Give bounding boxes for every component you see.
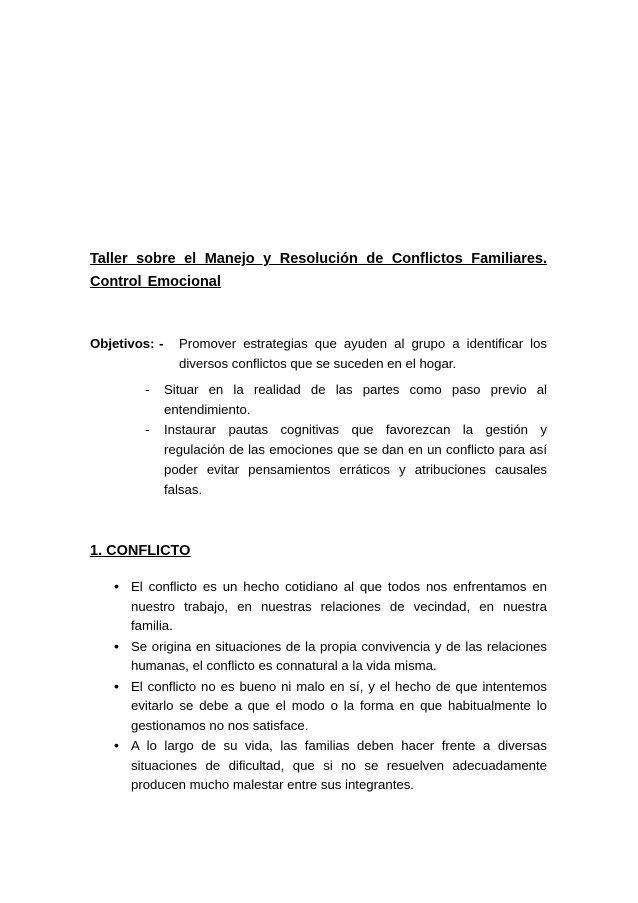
bullet-text: Se origina en situaciones de la propia convivencia y de las relaciones humanas, el conflicto es connatural a la vida misma.: [131, 638, 547, 673]
section-heading-conflicto: 1. CONFLICTO: [90, 543, 191, 559]
objectives-label: Objetivos:: [90, 336, 155, 351]
conflicto-bullet-list: [90, 577, 547, 796]
bullet-icon: •: [114, 578, 119, 594]
objective-text: Instaurar pautas cognitivas que favorezcan la gestión y regulación de las emociones que se dan en un conflicto para así poder evitar pensamientos erráticos y atribuciones causales falsas.: [164, 422, 547, 497]
objective-dash: -: [145, 382, 150, 397]
bullet-icon: •: [114, 737, 119, 753]
bullet-icon: •: [114, 637, 119, 654]
objectives-label-dash: -: [159, 336, 164, 351]
objective-dash: -: [145, 422, 150, 437]
objective-text: Promover estrategias que ayuden al grupo a identificar los diversos conflictos que se suceden en el hogar.: [179, 336, 547, 371]
document-title: Taller sobre el Manejo y Resolución de Conflictos Familiares. Control Emocional: [90, 251, 547, 290]
list-item: [90, 577, 547, 636]
objective-text: Situar en la realidad de las partes como paso previo al entendimiento.: [164, 382, 547, 417]
bullet-icon: •: [114, 677, 119, 694]
objective-first: [90, 334, 547, 374]
objectives-section: [90, 334, 547, 500]
bullet-text: El conflicto no es bueno ni malo en sí, y el hecho de que intentemos evitarlo se debe a que el modo o la forma en que habitualmente lo gestionamos no nos satisface.: [131, 678, 547, 733]
objective-item: [90, 420, 547, 500]
list-item: [90, 736, 547, 795]
objectives-list: [90, 380, 547, 500]
bullet-text: A lo largo de su vida, las familias deben hacer frente a diversas situaciones de dificultad, que si no se resuelven adecuadamente producen mucho malestar entre sus integrantes.: [131, 738, 547, 792]
objective-item: [90, 380, 547, 420]
list-item: [90, 677, 547, 736]
list-item: [90, 637, 547, 676]
bullet-text: El conflicto es un hecho cotidiano al que todos nos enfrentamos en nuestro trabajo, en nuestras relaciones de vecindad, en nuestra familia.: [131, 579, 547, 633]
